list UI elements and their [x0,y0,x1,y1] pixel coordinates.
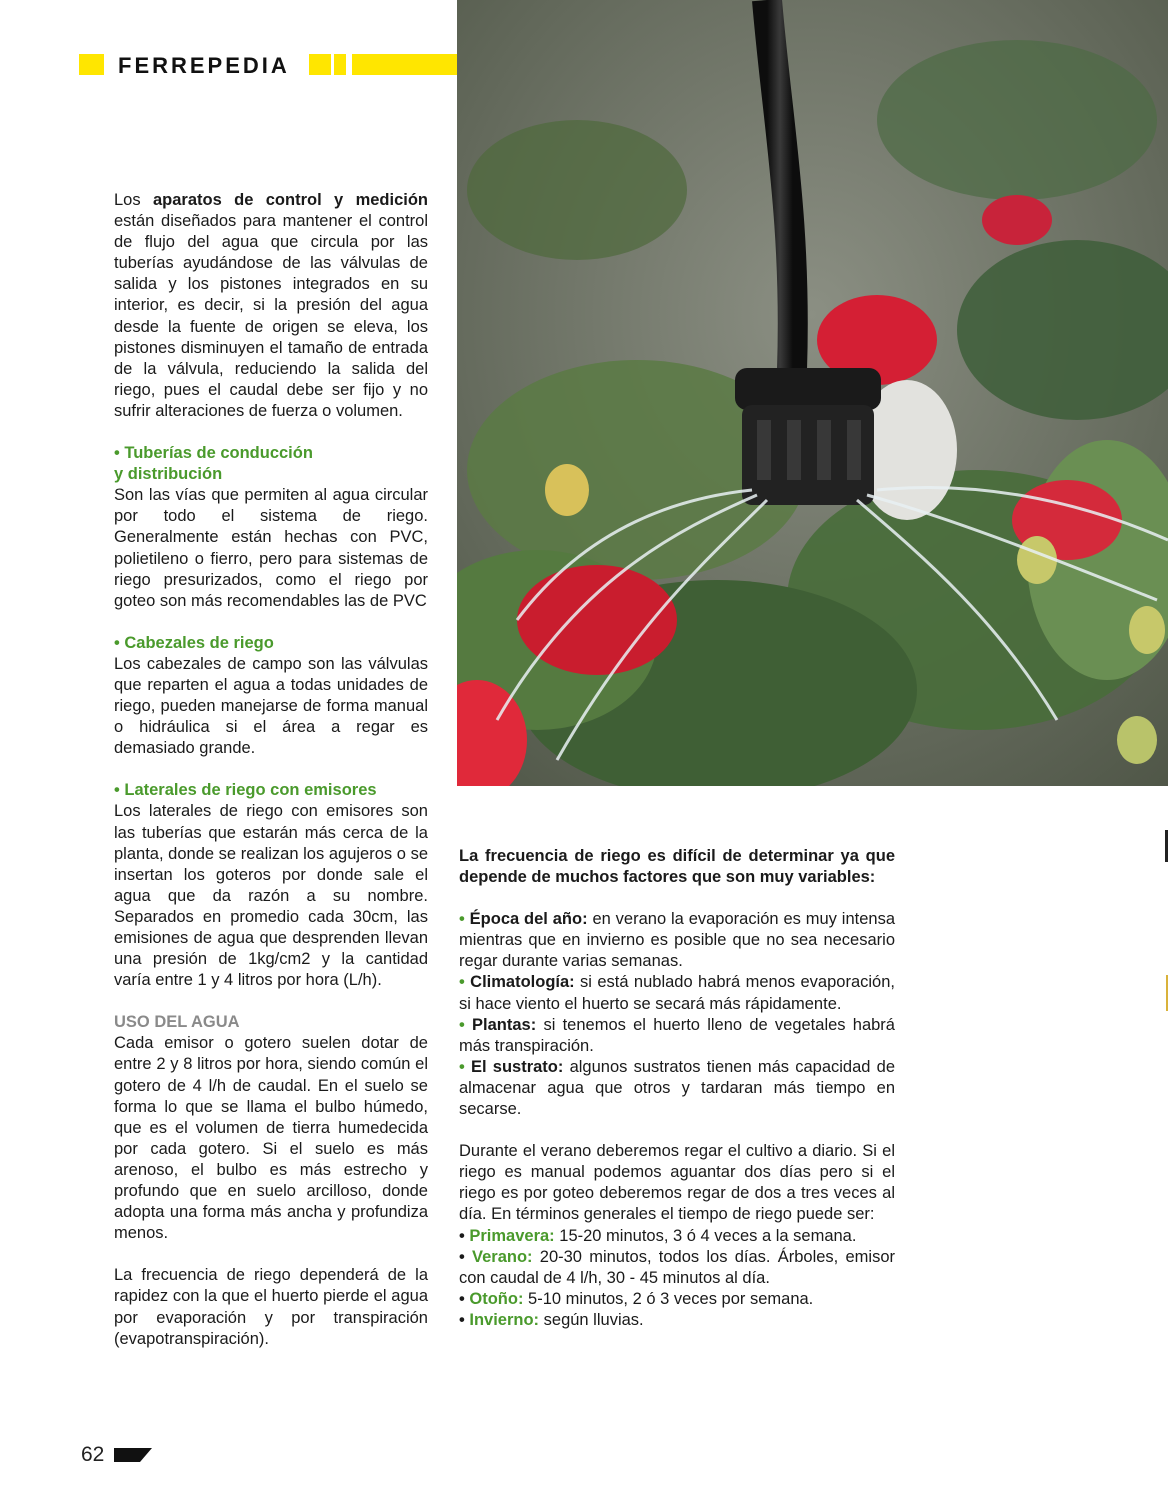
section-heading-cabezales: • Cabezales de riego [114,633,274,652]
season-label: Otoño: [469,1289,524,1308]
factor-label: Plantas: [472,1015,537,1034]
factor-text: si está nublado habrá menos evaporación, si hace viento el huerto se secará más rápidamente. [459,973,895,1013]
season-text: 20-30 minutos, todos los días. Árboles, emisor con caudal de 4 l/h, 30 - 45 minutos al día. [459,1247,895,1287]
factor-label: Época del año: [469,910,588,929]
intro-text-rest: están diseñados para mantener el control de flujo del agua que circula por las tuberías ayudándose de las válvulas de salida y los pistones integrados en su interior, es decir, si la presión del agua desde la fuente de origen se eleva, los pistones disminuyen el tamaño de entrada de la válvula, reduciendo la salida del riego, pues el caudal debe ser fijo y no sufrir alteraciones de fuerza o volumen. [114,212,428,420]
factor-label: Climatología: [470,973,575,992]
lead-paragraph: La frecuencia de riego es difícil de determinar ya que depende de muchos factores que son muy variables: [459,847,895,887]
season-item [459,1226,895,1247]
heading-line-2: y distribución [114,465,223,484]
bullet: • [459,1289,470,1308]
left-column [114,190,428,1350]
bullet: • [459,1247,473,1266]
factor-item [459,972,895,1014]
section-heading-tuberias [114,443,428,485]
bullet: • [459,1015,473,1034]
header-accent-block-2 [334,54,346,75]
bullet: • [459,910,470,929]
factor-item [459,1057,895,1120]
intro-bold-term: aparatos de control y medición [152,191,429,209]
header-accent-block-1 [309,54,331,75]
drip-emitter-photo [457,0,1168,786]
frecuencia-paragraph: La frecuencia de riego dependerá de la rapidez con la que el huerto pierde el agua por evaporación y por transpiración (evapotranspiración). [114,1266,428,1348]
factor-text: si tenemos el huerto lleno de vegetales habrá más transpiración. [459,1015,895,1055]
factor-text: algunos sustratos tienen más capacidad de almacenar agua que otros y tardaran más tiempo en secarse. [459,1057,895,1119]
season-item [459,1289,895,1310]
page-number: 62 [81,1443,105,1466]
section-heading-laterales: • Laterales de riego con emisores [114,781,377,800]
season-item [459,1310,895,1331]
bullet: • [459,1226,470,1245]
header-accent-left [79,54,104,75]
season-label: Verano: [472,1247,533,1266]
season-text: según lluvias. [539,1310,644,1329]
page-arrow-icon [114,1446,152,1464]
section-body-tuberias: Son las vías que permiten al agua circular por todo el sistema de riego. Generalmente están hechas con PVC, polietileno o fierro, pero para sistemas de riego presurizados, como el riego por goteo son más recomendables las de PVC [114,486,428,610]
factor-text: en verano la evaporación es muy intensa mientras que en invierno es posible que no sea necesario regar durante varias semanas. [459,910,895,971]
season-text: 5-10 minutos, 2 ó 3 veces por semana. [523,1289,814,1308]
uso-del-agua-body: Cada emisor o gotero suelen dotar de entre 2 y 8 litros por hora, siendo común el gotero de 4 l/h de caudal. En el suelo se forma lo que se llama el bulbo húmedo, que es el volumen de tierra humedecida por cada gotero. Si el suelo es más arenoso, el bulbo es más estrecho y profundo que en suelo arcilloso, donde adopta una forma más ancha y profundiza menos. [114,1034,428,1243]
bullet: • [459,973,471,992]
summer-paragraph: Durante el verano deberemos regar el cultivo a diario. Si el riego es manual podemos aguantar dos días pero si el riego es por goteo deberemos regar de dos a tres veces al día. En términos generales el tiempo de riego puede ser: [459,1142,895,1224]
season-item [459,1247,895,1289]
bullet: • [459,1057,471,1076]
intro-text-start: Los [114,191,153,209]
intro-paragraph [114,190,428,422]
season-label: Invierno: [469,1310,540,1329]
uso-del-agua-title: USO DEL AGUA [114,1013,240,1032]
factor-item [459,1015,895,1057]
right-column [459,846,895,1331]
factor-item [459,909,895,972]
section-title: FERREPEDIA [118,53,290,78]
season-text: 15-20 minutos, 3 ó 4 veces a la semana. [554,1226,857,1245]
bullet: • [459,1310,470,1329]
season-label: Primavera: [469,1226,555,1245]
section-body-cabezales: Los cabezales de campo son las válvulas que reparten el agua a todas unidades de riego, pueden manejarse de forma manual o hidráulica si el área a regar es demasiado grande. [114,654,428,758]
heading-line-1: • Tuberías de conducción [114,444,313,463]
factor-label: El sustrato: [470,1057,564,1076]
section-body-laterales: Los laterales de riego con emisores son las tuberías que estarán más cerca de la planta, donde se realizan los agujeros o se insertan los goteros por donde sale el agua que da razón a su nombre. Separados en promedio cada 30cm, las emisiones de agua que desprenden llevan una presión de 1kg/cm2 y la cantidad varía entre 1 y 4 litros por hora (L/h). [114,802,428,990]
